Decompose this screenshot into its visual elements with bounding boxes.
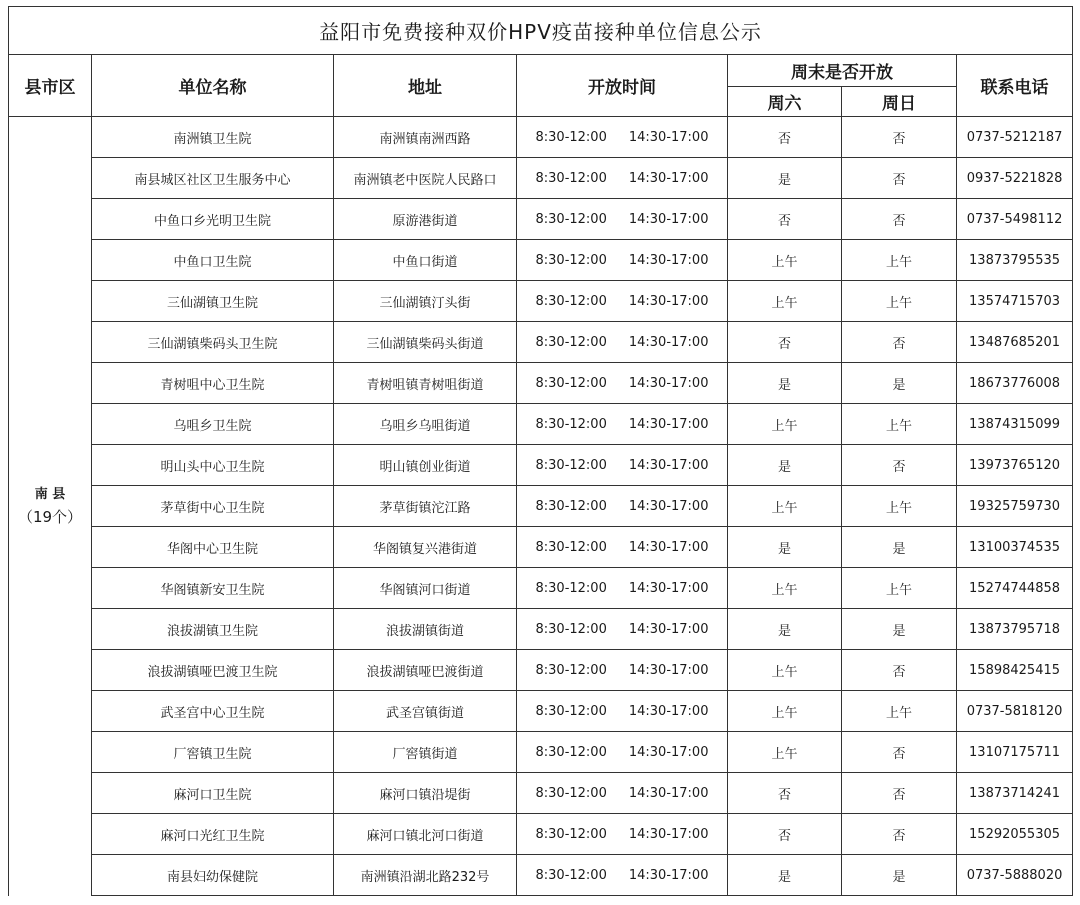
hours-morning: 8:30-12:00 xyxy=(535,252,607,268)
cell-sunday: 否 xyxy=(842,773,957,814)
hours-afternoon: 14:30-17:00 xyxy=(628,744,709,760)
cell-hours xyxy=(517,117,728,158)
hours-morning: 8:30-12:00 xyxy=(535,211,607,227)
cell-saturday: 上午 xyxy=(728,404,842,445)
hours-afternoon: 14:30-17:00 xyxy=(628,621,709,637)
cell-name: 南县妇幼保健院 xyxy=(92,855,334,896)
table-row xyxy=(9,240,1073,281)
cell-saturday: 上午 xyxy=(728,732,842,773)
cell-saturday: 否 xyxy=(728,814,842,855)
cell-saturday: 是 xyxy=(728,609,842,650)
cell-sunday: 是 xyxy=(842,363,957,404)
cell-name: 乌咀乡卫生院 xyxy=(92,404,334,445)
hours-afternoon: 14:30-17:00 xyxy=(628,252,709,268)
cell-name: 浪拔湖镇哑巴渡卫生院 xyxy=(92,650,334,691)
cell-phone: 0737-5818120 xyxy=(957,691,1073,732)
cell-hours xyxy=(517,650,728,691)
hours-morning: 8:30-12:00 xyxy=(535,334,607,350)
hours-afternoon: 14:30-17:00 xyxy=(628,170,709,186)
cell-sunday: 否 xyxy=(842,117,957,158)
cell-name: 中鱼口卫生院 xyxy=(92,240,334,281)
hours-afternoon: 14:30-17:00 xyxy=(628,662,709,678)
cell-name: 华阁中心卫生院 xyxy=(92,527,334,568)
hours-afternoon: 14:30-17:00 xyxy=(628,580,709,596)
cell-address: 武圣宫镇街道 xyxy=(334,691,517,732)
cell-address: 乌咀乡乌咀街道 xyxy=(334,404,517,445)
cell-sunday: 上午 xyxy=(842,691,957,732)
cell-hours xyxy=(517,281,728,322)
hours-afternoon: 14:30-17:00 xyxy=(628,129,709,145)
cell-name: 茅草街中心卫生院 xyxy=(92,486,334,527)
cell-hours xyxy=(517,240,728,281)
cell-sunday: 上午 xyxy=(842,404,957,445)
cell-address: 华阁镇河口街道 xyxy=(334,568,517,609)
cell-name: 三仙湖镇卫生院 xyxy=(92,281,334,322)
cell-hours xyxy=(517,445,728,486)
cell-saturday: 上午 xyxy=(728,486,842,527)
cell-name: 麻河口卫生院 xyxy=(92,773,334,814)
cell-phone: 0737-5888020 xyxy=(957,855,1073,896)
hours-morning: 8:30-12:00 xyxy=(535,129,607,145)
cell-phone: 15898425415 xyxy=(957,650,1073,691)
cell-saturday: 上午 xyxy=(728,650,842,691)
cell-address: 厂窖镇街道 xyxy=(334,732,517,773)
table-row xyxy=(9,691,1073,732)
header-saturday: 周六 xyxy=(728,87,842,117)
hours-morning: 8:30-12:00 xyxy=(535,293,607,309)
cell-hours xyxy=(517,199,728,240)
hours-afternoon: 14:30-17:00 xyxy=(628,334,709,350)
cell-sunday: 否 xyxy=(842,732,957,773)
cell-phone: 13873795535 xyxy=(957,240,1073,281)
cell-saturday: 上午 xyxy=(728,568,842,609)
cell-address: 浪拔湖镇哑巴渡街道 xyxy=(334,650,517,691)
cell-sunday: 否 xyxy=(842,814,957,855)
hours-morning: 8:30-12:00 xyxy=(535,580,607,596)
cell-hours xyxy=(517,855,728,896)
table-row xyxy=(9,322,1073,363)
cell-address: 中鱼口街道 xyxy=(334,240,517,281)
cell-saturday: 是 xyxy=(728,527,842,568)
cell-address: 南洲镇老中医院人民路口 xyxy=(334,158,517,199)
hours-morning: 8:30-12:00 xyxy=(535,785,607,801)
cell-phone: 13873795718 xyxy=(957,609,1073,650)
hours-morning: 8:30-12:00 xyxy=(535,170,607,186)
hours-afternoon: 14:30-17:00 xyxy=(628,826,709,842)
hours-afternoon: 14:30-17:00 xyxy=(628,539,709,555)
cell-saturday: 是 xyxy=(728,445,842,486)
cell-phone: 13874315099 xyxy=(957,404,1073,445)
cell-address: 麻河口镇沿堤街 xyxy=(334,773,517,814)
cell-name: 三仙湖镇柴码头卫生院 xyxy=(92,322,334,363)
county-cell xyxy=(9,117,92,896)
cell-hours xyxy=(517,732,728,773)
cell-hours xyxy=(517,363,728,404)
cell-hours xyxy=(517,158,728,199)
table-body xyxy=(9,117,1073,896)
cell-saturday: 否 xyxy=(728,322,842,363)
cell-name: 青树咀中心卫生院 xyxy=(92,363,334,404)
table-row xyxy=(9,814,1073,855)
cell-sunday: 否 xyxy=(842,158,957,199)
cell-phone: 13873714241 xyxy=(957,773,1073,814)
cell-phone: 13107175711 xyxy=(957,732,1073,773)
table-row xyxy=(9,855,1073,896)
cell-sunday: 是 xyxy=(842,527,957,568)
cell-phone: 0737-5212187 xyxy=(957,117,1073,158)
cell-address: 青树咀镇青树咀街道 xyxy=(334,363,517,404)
cell-phone: 18673776008 xyxy=(957,363,1073,404)
cell-sunday: 上午 xyxy=(842,486,957,527)
hours-morning: 8:30-12:00 xyxy=(535,621,607,637)
cell-hours xyxy=(517,404,728,445)
cell-saturday: 是 xyxy=(728,158,842,199)
cell-saturday: 上午 xyxy=(728,240,842,281)
cell-hours xyxy=(517,322,728,363)
page-title: 益阳市免费接种双价HPV疫苗接种单位信息公示 xyxy=(9,7,1073,55)
hours-afternoon: 14:30-17:00 xyxy=(628,498,709,514)
cell-name: 厂窖镇卫生院 xyxy=(92,732,334,773)
cell-sunday: 是 xyxy=(842,855,957,896)
cell-phone: 19325759730 xyxy=(957,486,1073,527)
cell-hours xyxy=(517,814,728,855)
hours-afternoon: 14:30-17:00 xyxy=(628,416,709,432)
cell-name: 武圣宫中心卫生院 xyxy=(92,691,334,732)
table-row xyxy=(9,158,1073,199)
cell-phone: 0737-5498112 xyxy=(957,199,1073,240)
cell-phone: 0937-5221828 xyxy=(957,158,1073,199)
cell-name: 南县城区社区卫生服务中心 xyxy=(92,158,334,199)
table-row xyxy=(9,445,1073,486)
cell-hours xyxy=(517,609,728,650)
table-row xyxy=(9,773,1073,814)
cell-hours xyxy=(517,486,728,527)
cell-sunday: 上午 xyxy=(842,568,957,609)
table-row xyxy=(9,609,1073,650)
hours-morning: 8:30-12:00 xyxy=(535,498,607,514)
cell-phone: 13487685201 xyxy=(957,322,1073,363)
cell-saturday: 是 xyxy=(728,363,842,404)
hours-afternoon: 14:30-17:00 xyxy=(628,375,709,391)
hours-morning: 8:30-12:00 xyxy=(535,416,607,432)
table-row xyxy=(9,363,1073,404)
cell-saturday: 否 xyxy=(728,773,842,814)
cell-sunday: 上午 xyxy=(842,240,957,281)
cell-name: 中鱼口乡光明卫生院 xyxy=(92,199,334,240)
cell-name: 浪拔湖镇卫生院 xyxy=(92,609,334,650)
table-row xyxy=(9,199,1073,240)
table-row xyxy=(9,650,1073,691)
hours-afternoon: 14:30-17:00 xyxy=(628,293,709,309)
table-row xyxy=(9,527,1073,568)
cell-saturday: 否 xyxy=(728,117,842,158)
header-county: 县市区 xyxy=(9,55,92,117)
hours-morning: 8:30-12:00 xyxy=(535,744,607,760)
cell-sunday: 否 xyxy=(842,445,957,486)
table-row xyxy=(9,281,1073,322)
hours-morning: 8:30-12:00 xyxy=(535,457,607,473)
cell-address: 明山镇创业街道 xyxy=(334,445,517,486)
cell-address: 麻河口镇北河口街道 xyxy=(334,814,517,855)
cell-address: 三仙湖镇汀头街 xyxy=(334,281,517,322)
table-row xyxy=(9,404,1073,445)
header-sunday: 周日 xyxy=(842,87,957,117)
cell-sunday: 否 xyxy=(842,322,957,363)
county-name: 南 县 xyxy=(34,487,66,503)
table-row xyxy=(9,486,1073,527)
hours-morning: 8:30-12:00 xyxy=(535,375,607,391)
cell-address: 三仙湖镇柴码头街道 xyxy=(334,322,517,363)
cell-hours xyxy=(517,568,728,609)
cell-saturday: 是 xyxy=(728,855,842,896)
cell-address: 原游港街道 xyxy=(334,199,517,240)
table-row xyxy=(9,568,1073,609)
cell-name: 华阁镇新安卫生院 xyxy=(92,568,334,609)
cell-sunday: 否 xyxy=(842,650,957,691)
cell-hours xyxy=(517,527,728,568)
cell-hours xyxy=(517,773,728,814)
cell-address: 浪拔湖镇街道 xyxy=(334,609,517,650)
cell-phone: 13100374535 xyxy=(957,527,1073,568)
table-row xyxy=(9,732,1073,773)
cell-address: 南洲镇沿湖北路232号 xyxy=(334,855,517,896)
hours-afternoon: 14:30-17:00 xyxy=(628,785,709,801)
cell-address: 华阁镇复兴港街道 xyxy=(334,527,517,568)
table-row xyxy=(9,117,1073,158)
hours-morning: 8:30-12:00 xyxy=(535,662,607,678)
hpv-site-table xyxy=(8,6,1073,896)
cell-address: 茅草街镇沱江路 xyxy=(334,486,517,527)
hours-afternoon: 14:30-17:00 xyxy=(628,211,709,227)
cell-name: 明山头中心卫生院 xyxy=(92,445,334,486)
cell-phone: 13574715703 xyxy=(957,281,1073,322)
hours-morning: 8:30-12:00 xyxy=(535,703,607,719)
cell-saturday: 上午 xyxy=(728,691,842,732)
cell-sunday: 否 xyxy=(842,199,957,240)
cell-saturday: 上午 xyxy=(728,281,842,322)
hours-morning: 8:30-12:00 xyxy=(535,826,607,842)
cell-phone: 15292055305 xyxy=(957,814,1073,855)
county-count: （19个） xyxy=(17,508,83,527)
header-phone: 联系电话 xyxy=(957,55,1073,117)
cell-sunday: 上午 xyxy=(842,281,957,322)
header-weekend: 周末是否开放 xyxy=(728,55,957,87)
cell-name: 南洲镇卫生院 xyxy=(92,117,334,158)
header-address: 地址 xyxy=(334,55,517,117)
hours-afternoon: 14:30-17:00 xyxy=(628,703,709,719)
cell-sunday: 是 xyxy=(842,609,957,650)
cell-phone: 13973765120 xyxy=(957,445,1073,486)
hours-morning: 8:30-12:00 xyxy=(535,539,607,555)
cell-address: 南洲镇南洲西路 xyxy=(334,117,517,158)
hours-morning: 8:30-12:00 xyxy=(535,867,607,883)
hours-afternoon: 14:30-17:00 xyxy=(628,867,709,883)
cell-saturday: 否 xyxy=(728,199,842,240)
hours-afternoon: 14:30-17:00 xyxy=(628,457,709,473)
cell-hours xyxy=(517,691,728,732)
cell-phone: 15274744858 xyxy=(957,568,1073,609)
header-hours: 开放时间 xyxy=(517,55,728,117)
cell-name: 麻河口光红卫生院 xyxy=(92,814,334,855)
header-name: 单位名称 xyxy=(92,55,334,117)
